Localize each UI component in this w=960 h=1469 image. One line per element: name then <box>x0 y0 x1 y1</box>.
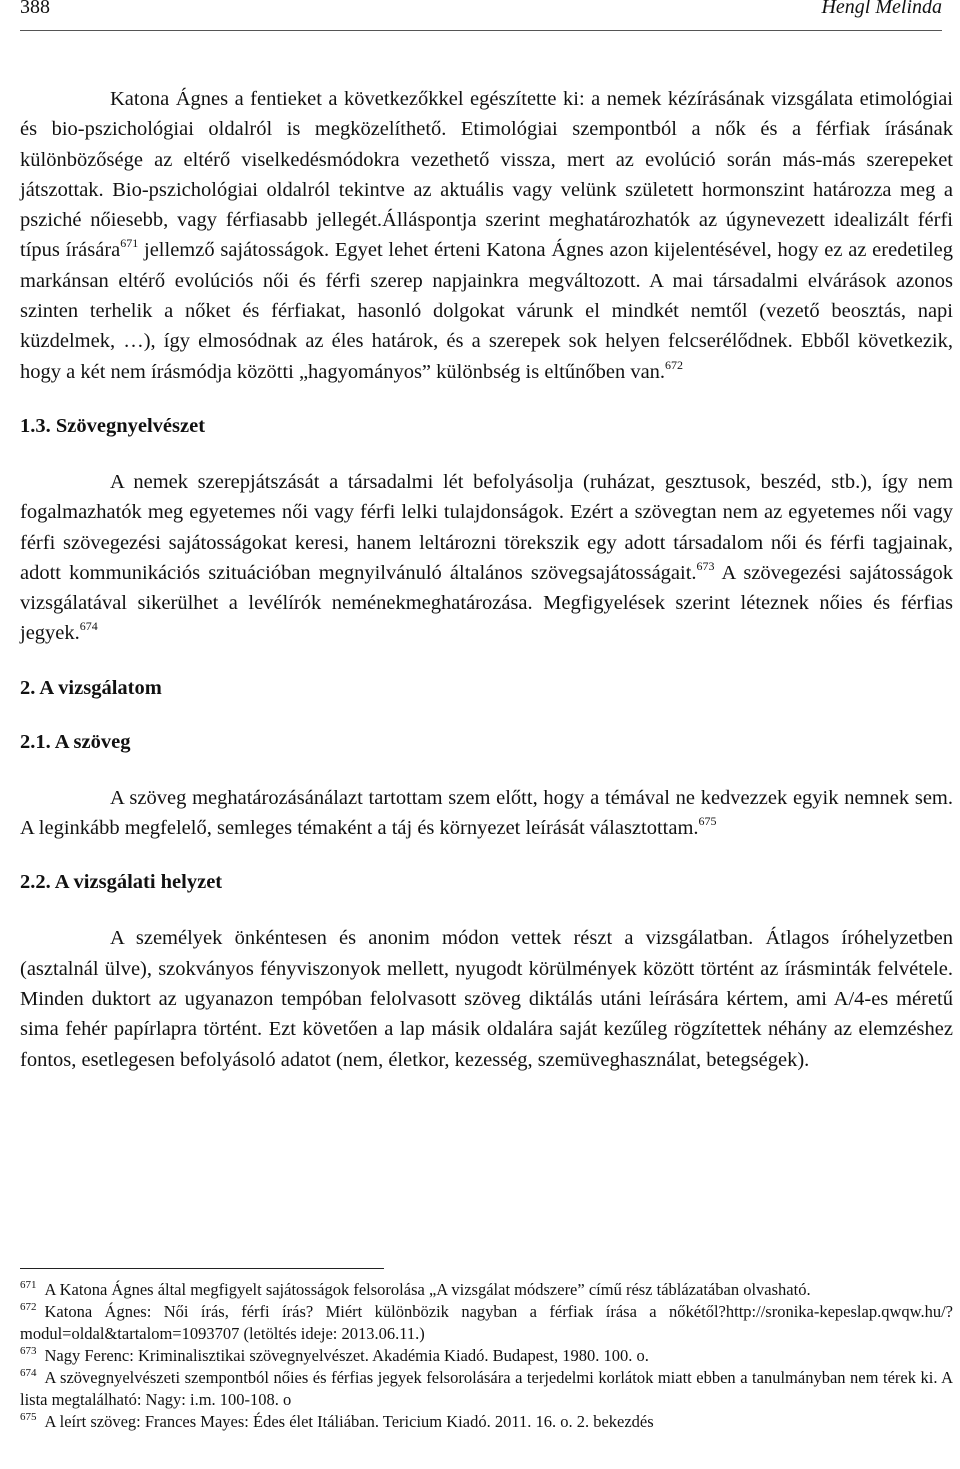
footnote-673 <box>20 1345 953 1367</box>
footnote-text[interactable]: Katona Ágnes: Női írás, férfi írás? Miért különbözik nagyban a férfiak írása a nőkétől?http://sronika-kepeslap.qwqw.hu/?modul=oldal&tartalom=1093707 (letöltés ideje: 2013.06.11.) <box>20 1302 953 1343</box>
running-author: Hengl Melinda <box>821 0 942 18</box>
footnote-number: 674 <box>20 1367 37 1379</box>
footnote-ref-671[interactable]: 671 <box>120 236 139 251</box>
page-number: 388 <box>20 0 50 18</box>
paragraph-1-text-b: jellemző sajátosságok. Egyet lehet érteni Katona Ágnes azon kijelentésével, hogy ez az eredetileg markánsan eltérő evolúciós női és férfi szerep napjainkra megváltozott. A mai társadalmi elvárások azonos szinten terhelik a nőket és férfiakat, hasonló dolgokat várunk el mindkét nemtől (vezető beosztás, napi küzdelmek, …), így elmosódnak az éles határok, és a szerepek sok helyen felcserélődnek. Ebből következik, hogy a két nem írásmódja közötti „hagyományos” különbség is eltűnőben van. <box>20 239 953 383</box>
footnote-674 <box>20 1367 953 1411</box>
footnote-ref-674[interactable]: 674 <box>79 619 98 634</box>
footnote-number: 671 <box>20 1279 37 1291</box>
heading-2-1: 2.1. A szöveg <box>20 730 131 753</box>
footnote-text: Nagy Ferenc: Kriminalisztikai szövegnyelvészet. Akadémia Kiadó. Budapest, 1980. 100. o. <box>44 1346 649 1365</box>
paragraph-2-text-a: A nemek szerepjátszását a társadalmi lét befolyásolja (ruházat, gesztusok, beszéd, stb.), így nem fogalmazhatók meg egyetemes női vagy férfi lelki tulajdonságok. Ezért a szövegtan nem az egyetemes női vagy férfi szövegezési sajátosságokat keresi, hanem leltározni törekszik egy adott társadalom női és férfi tagjainak, adott kommunikációs szituációban megnyilvánuló általános szövegsajátosságait. <box>20 470 953 584</box>
paragraph-3 <box>20 783 953 844</box>
footnote-number: 672 <box>20 1301 37 1313</box>
heading-2: 2. A vizsgálatom <box>20 676 162 699</box>
footnote-672 <box>20 1301 953 1345</box>
footnote-separator <box>20 1268 384 1269</box>
footnote-text: A szövegnyelvészeti szempontból nőies és férfias jegyek felsorolására a terjedelmi korlátok miatt ebben a tanulmányban nem térek ki. A lista megtalálható: Nagy: i.m. 100-108. o <box>20 1368 953 1409</box>
footnote-text: A Katona Ágnes által megfigyelt sajátosságok felsorolása „A vizsgálat módszere” című rész táblázatában olvasható. <box>44 1280 811 1299</box>
heading-2-2: 2.2. A vizsgálati helyzet <box>20 871 223 894</box>
footnote-number: 675 <box>20 1411 37 1423</box>
page-header <box>20 0 942 31</box>
paragraph-2 <box>20 467 953 649</box>
footnote-671 <box>20 1279 953 1301</box>
footnote-675 <box>20 1411 953 1433</box>
footnote-ref-673[interactable]: 673 <box>696 558 715 573</box>
main-content <box>20 84 953 1075</box>
heading-1-3: 1.3. Szövegnyelvészet <box>20 414 206 437</box>
paragraph-2-text-b: A szövegezési sajátosságok vizsgálatával sikerülhet a levélírók neménekmeghatározása. Megfigyelések szerint léteznek nőies és férfias jegyek. <box>20 561 953 645</box>
footnote-text: A leírt szöveg: Frances Mayes: Édes élet Itáliában. Tericium Kiadó. 2011. 16. o. 2. bekezdés <box>44 1412 654 1431</box>
paragraph-1-text-a: Katona Ágnes a fentieket a következőkkel egészítette ki: a nemek kézírásának vizsgálata etimológiai és bio-pszichológiai oldalról is megközelíthető. Etimológiai szempontból a nők és a férfiak írásának különbözősége az eltérő viselkedésmódokra vezethető vissza, mert az evolúció során más-más szerepeket játszottak. Bio-pszichológiai oldalról tekintve az aktuális vagy velünk született hormonszint határozza meg a psziché nőiesebb, vagy férfiasabb jellegét.Álláspontja szerint meghatározhatók az úgynevezett idealizált férfi típus írására <box>20 88 953 262</box>
footnote-ref-675[interactable]: 675 <box>698 814 717 829</box>
footnotes <box>20 1279 953 1433</box>
footnote-ref-672[interactable]: 672 <box>665 357 684 372</box>
paragraph-3-text-a: A szöveg meghatározásánálazt tartottam szem előtt, hogy a témával ne kedvezzek egyik nemnek sem. A leginkább megfelelő, semleges témaként a táj és környezet leírását választottam. <box>20 786 953 840</box>
footnote-number: 673 <box>20 1345 37 1357</box>
paragraph-4: A személyek önkéntesen és anonim módon vettek részt a vizsgálatban. Átlagos íróhelyzetben (asztalnál ülve), szokványos fényviszonyok mellett, nyugodt körülmények között történt az írásminták felvétele. Minden duktort az ugyanazon tempóban felolvasott szöveg diktálás utáni leírására kértem, ami A/4-es méretű sima fehér papírlapra történt. Ezt követően a lap másik oldalára saját kezűleg rögzítettek néhány az elemzéshez fontos, esetlegesen befolyásoló adatot (nem, életkor, kezesség, szemüveghasználat, betegségek). <box>20 927 953 1071</box>
paragraph-1 <box>20 84 953 387</box>
